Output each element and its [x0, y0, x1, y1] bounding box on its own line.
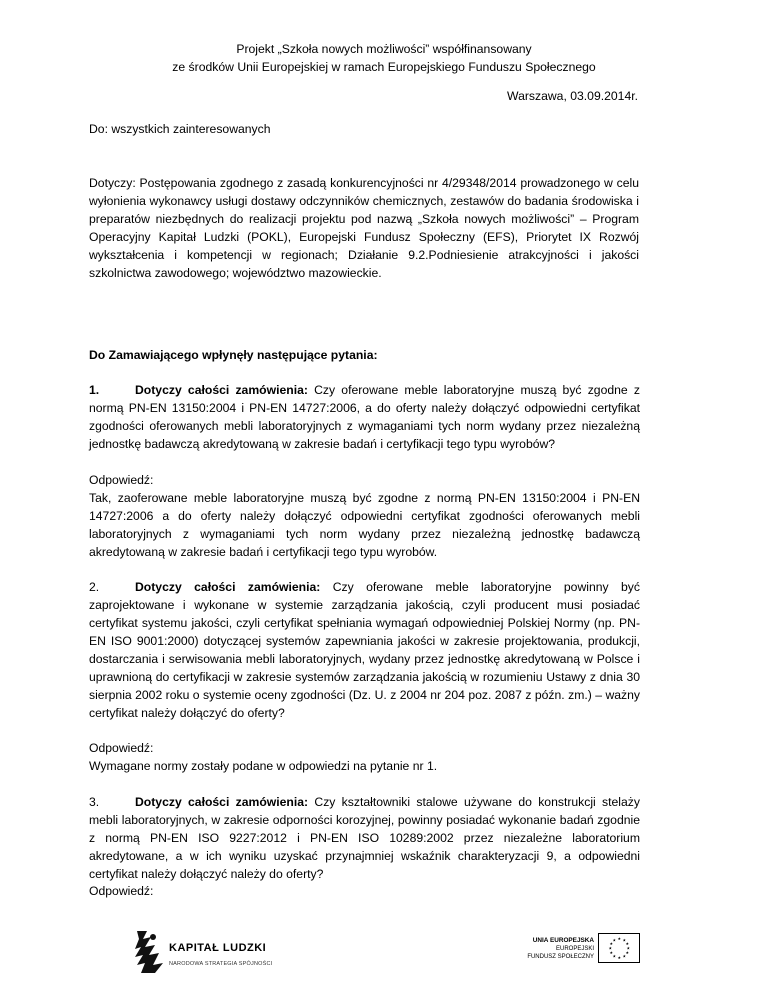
eu-flag-icon: [598, 933, 640, 963]
question-2: [89, 578, 640, 722]
svg-text:★: ★: [625, 950, 630, 955]
eu-line-1: UNIA EUROPEJSKA: [532, 937, 594, 944]
answer-1: Tak, zaoferowane meble laboratoryjne muszą być zgodne z normą PN-EN 13150:2004 i PN-EN 14727:2006 a do oferty należy dołączyć odpowiedni certyfikat zgodności oferowanych mebli laboratoryjnych z wymaganiami tych norm wydany przez niezależną jednostkę badawczą akredytowaną w zakresie badań i certyfikacji tego typu wyrobów.: [89, 491, 640, 559]
svg-text:★: ★: [609, 950, 614, 955]
question-label: Dotyczy całości zamówienia:: [135, 580, 321, 594]
kapital-ludzki-subtitle: NARODOWA STRATEGIA SPÓJNOŚCI: [169, 961, 273, 967]
question-text: Czy oferowane meble laboratoryjne muszą być zgodne z normą PN-EN 13150:2004 i PN-EN 14727:2006, a do oferty należy dołączyć odpowiedni certyfikat zgodności oferowanych mebli laboratoryjnych z wymaganiami tych norm wydany przez niezależną jednostkę badawczą akredytowaną w zakresie badań i certyfikacji tego typu wyrobów?: [89, 383, 640, 451]
svg-text:★: ★: [625, 941, 630, 946]
question-1: [89, 381, 640, 453]
eu-line-2: EUROPEJSKI: [555, 946, 594, 952]
subject-paragraph: Dotyczy: Postępowania zgodnego z zasadą konkurencyjności nr 4/29348/2014 prowadzonego w celu wyłonienia wykonawcy usługi dostawy odczynników chemicznych, zestawów do badania środowiska i preparatów niezbędnych do realizacji projektu pod nazwą „Szkoła nowych możliwości” – Program Operacyjny Kapitał Ludzki (POKL), Europejski Fundusz Społeczny (EFS), Priorytet IX Rozwój wykształcenia i kompetencji w regionach; Działanie 9.2.Podniesienie atrakcyjności i jakości szkolnictwa zawodowego; województwo mazowieckie.: [89, 176, 639, 280]
question-label: Dotyczy całości zamówienia:: [135, 795, 309, 809]
svg-text:★: ★: [609, 941, 614, 946]
question-text: Czy kształtowniki stalowe używane do konstrukcji stelaży mebli laboratoryjnych, w zakresie odporności korozyjnej, powinny posiadać wykonanie badań zgodnie z normą PN-EN ISO 9227:2012 i PN-EN ISO 10289:2002 przez niezależne laboratorium akredytowane, a w ich wyniku uzyskać przynajmniej wskaźnik charakteryzacji 9, a odpowiedni certyfikat należy dołączyć należy do oferty?: [89, 795, 640, 881]
question-number: 1.: [89, 383, 100, 397]
svg-text:★: ★: [622, 953, 627, 959]
svg-text:★: ★: [608, 945, 613, 951]
header-line-2: ze środków Unii Europejskiej w ramach Europejskiego Funduszu Społecznego: [172, 60, 596, 74]
question-number: 2.: [89, 580, 100, 594]
svg-text:★: ★: [612, 937, 617, 943]
recipient-line: Do: wszystkich zainteresowanych: [89, 122, 271, 136]
svg-text:★: ★: [626, 945, 631, 951]
question-text: Czy oferowane meble laboratoryjne powinny być zaprojektowane i wykonane w systemie zarządzania jakością, czyli producent musi posiadać certyfikat systemu jakości, czyli certyfikat spełniania wymagań odpowiedniej Polskiej Normy (np. PN-EN ISO 9001:2000) dotyczącej systemów zapewniania jakości w zakresie projektowania, produkcji, dostarczania i serwisowania mebli laboratoryjnych, wydany przez jednostkę akredytowaną w Polsce i uprawnioną do certyfikacji w zakresie systemów zarządzania jakością w rozumieniu Ustawy z dnia 30 sierpnia 2002 roku o systemie oceny zgodności (Dz. U. z 2004 nr 204 poz. 2087 z późn. zm.) – ważny certyfikat należy dołączyć do oferty?: [89, 580, 640, 720]
question-3: [89, 793, 640, 883]
answer-label-2: Odpowiedź:: [89, 741, 154, 755]
letter-date: Warszawa, 03.09.2014r.: [507, 89, 638, 103]
eu-line-3: FUNDUSZ SPOŁECZNY: [527, 954, 594, 960]
answer-label-3: Odpowiedź:: [89, 884, 154, 898]
kapital-ludzki-logo: [133, 929, 273, 979]
svg-text:★: ★: [617, 936, 622, 941]
intro-heading: Do Zamawiającego wpłynęły następujące pytania:: [89, 348, 378, 362]
kapital-ludzki-emblem-icon: [133, 929, 165, 975]
header-line-1: Projekt „Szkoła nowych możliwości” współfinansowany: [236, 42, 532, 56]
svg-text:★: ★: [617, 955, 622, 960]
question-number: 3.: [89, 795, 100, 809]
question-label: Dotyczy całości zamówienia:: [135, 383, 308, 397]
svg-text:★: ★: [612, 953, 617, 959]
answer-label-1: Odpowiedź:: [89, 473, 154, 487]
footer-logos: [0, 925, 768, 985]
kapital-ludzki-title: KAPITAŁ LUDZKI: [169, 942, 267, 954]
svg-text:★: ★: [622, 937, 627, 943]
answer-2: Wymagane normy zostały podane w odpowiedzi na pytanie nr 1.: [89, 759, 438, 773]
eu-text-block: [508, 937, 594, 961]
